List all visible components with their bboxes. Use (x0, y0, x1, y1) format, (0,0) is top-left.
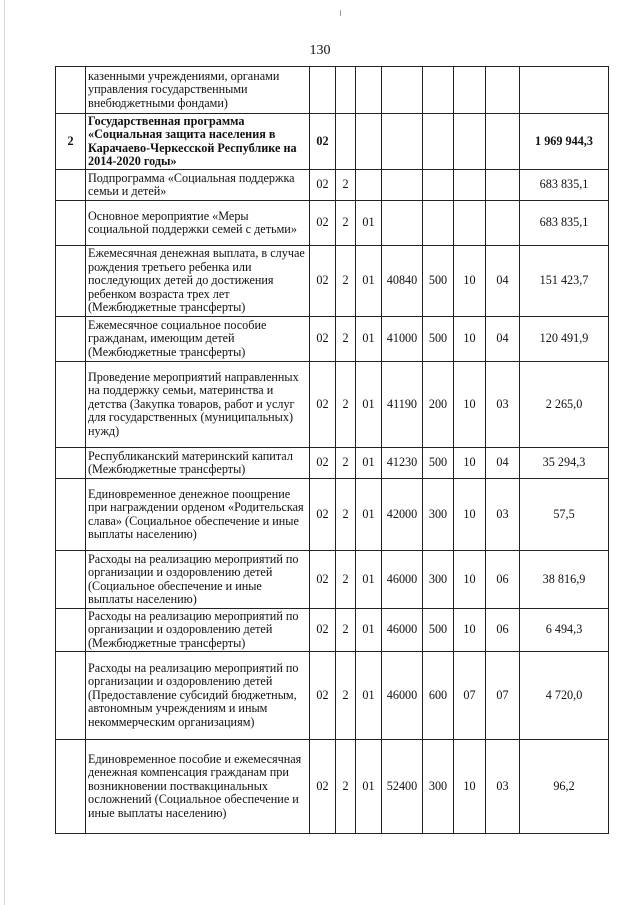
amount: 683 835,1 (520, 201, 609, 246)
amount: 35 294,3 (520, 448, 609, 479)
budget-table (55, 66, 609, 834)
subsection-code: 06 (486, 551, 520, 609)
amount: 120 491,9 (520, 317, 609, 362)
expense-type-code (423, 201, 454, 246)
expense-type-code: 500 (423, 317, 454, 362)
main-event-code (356, 170, 382, 201)
main-event-code (356, 114, 382, 170)
program-code: 02 (310, 362, 336, 448)
table-row (56, 740, 609, 834)
page-number: 130 (309, 43, 331, 58)
section-code: 10 (454, 362, 486, 448)
subprogram-code: 2 (336, 609, 356, 652)
row-name: Ежемесячное социальное пособие гражданам, имеющим детей (Межбюджетные трансферты) (86, 317, 310, 362)
table-row (56, 479, 609, 551)
row-number (56, 246, 86, 317)
section-code: 10 (454, 609, 486, 652)
subprogram-code: 2 (336, 170, 356, 201)
row-name: Государственная программа «Социальная защита населения в Карачаево-Черкесской Республике на 2014-2020 годы» (86, 114, 310, 170)
program-code (310, 67, 336, 114)
section-code (454, 170, 486, 201)
amount: 96,2 (520, 740, 609, 834)
section-code: 10 (454, 317, 486, 362)
subsection-code: 03 (486, 362, 520, 448)
amount: 2 265,0 (520, 362, 609, 448)
subprogram-code: 2 (336, 652, 356, 740)
main-event-code: 01 (356, 362, 382, 448)
row-number (56, 652, 86, 740)
expense-type-code: 500 (423, 609, 454, 652)
row-number (56, 551, 86, 609)
expense-type-code: 500 (423, 448, 454, 479)
table-row (56, 246, 609, 317)
row-name: Расходы на реализацию мероприятий по организации и оздоровлению детей (Социальное обеспечение и иные выплаты населению) (86, 551, 310, 609)
table-row (56, 448, 609, 479)
row-number (56, 448, 86, 479)
expense-type-code (423, 114, 454, 170)
subprogram-code (336, 67, 356, 114)
main-event-code: 01 (356, 201, 382, 246)
main-event-code: 01 (356, 246, 382, 317)
table-row (56, 114, 609, 170)
row-name: казенными учреждениями, органами управления государственными внебюджетными фондами) (86, 67, 310, 114)
section-code (454, 67, 486, 114)
main-event-code: 01 (356, 551, 382, 609)
row-number (56, 317, 86, 362)
direction-code: 40840 (382, 246, 423, 317)
table-row (56, 551, 609, 609)
row-number: 2 (56, 114, 86, 170)
direction-code (382, 170, 423, 201)
row-name: Единовременное денежное поощрение при награждении орденом «Родительская слава» (Социальное обеспечение и иные выплаты населению) (86, 479, 310, 551)
direction-code (382, 67, 423, 114)
scan-edge-line (4, 0, 5, 905)
program-code: 02 (310, 740, 336, 834)
expense-type-code: 200 (423, 362, 454, 448)
subprogram-code (336, 114, 356, 170)
expense-type-code: 600 (423, 652, 454, 740)
program-code: 02 (310, 652, 336, 740)
program-code: 02 (310, 246, 336, 317)
expense-type-code: 300 (423, 740, 454, 834)
row-name: Ежемесячная денежная выплата, в случае рождения третьего ребенка или последующих детей до достижения ребенком возраста трех лет (Межбюджетные трансферты) (86, 246, 310, 317)
row-name: Расходы на реализацию мероприятий по организации и оздоровлению детей (Предоставление субсидий бюджетным, автономным учреждениям и иным некоммерческим организациям) (86, 652, 310, 740)
subsection-code (486, 67, 520, 114)
row-number (56, 201, 86, 246)
program-code: 02 (310, 479, 336, 551)
subsection-code: 03 (486, 740, 520, 834)
subsection-code: 04 (486, 317, 520, 362)
direction-code (382, 201, 423, 246)
scan-dash-mark (340, 10, 341, 16)
main-event-code: 01 (356, 609, 382, 652)
row-number (56, 67, 86, 114)
subsection-code (486, 201, 520, 246)
row-number (56, 479, 86, 551)
direction-code (382, 114, 423, 170)
direction-code: 52400 (382, 740, 423, 834)
row-name: Единовременное пособие и ежемесячная денежная компенсация гражданам при возникновении поствакцинальных осложнений (Социальное обеспечение и иные выплаты населению) (86, 740, 310, 834)
table-row (56, 170, 609, 201)
main-event-code: 01 (356, 652, 382, 740)
row-number (56, 362, 86, 448)
expense-type-code: 300 (423, 479, 454, 551)
main-event-code: 01 (356, 740, 382, 834)
direction-code: 46000 (382, 609, 423, 652)
section-code (454, 201, 486, 246)
subsection-code: 04 (486, 448, 520, 479)
direction-code: 46000 (382, 551, 423, 609)
row-name: Расходы на реализацию мероприятий по организации и оздоровлению детей (Межбюджетные трансферты) (86, 609, 310, 652)
subsection-code: 04 (486, 246, 520, 317)
table-row (56, 201, 609, 246)
main-event-code: 01 (356, 448, 382, 479)
expense-type-code: 500 (423, 246, 454, 317)
subprogram-code: 2 (336, 448, 356, 479)
row-name: Основное мероприятие «Меры социальной поддержки семей с детьми» (86, 201, 310, 246)
subsection-code: 06 (486, 609, 520, 652)
row-number (56, 740, 86, 834)
subprogram-code: 2 (336, 362, 356, 448)
table-row (56, 609, 609, 652)
table-row (56, 652, 609, 740)
section-code: 10 (454, 740, 486, 834)
subsection-code: 07 (486, 652, 520, 740)
section-code: 07 (454, 652, 486, 740)
program-code: 02 (310, 551, 336, 609)
section-code (454, 114, 486, 170)
amount: 4 720,0 (520, 652, 609, 740)
row-name: Проведение мероприятий направленных на поддержку семьи, материнства и детства (Закупка товаров, работ и услуг для государственных (муниципальных) нужд) (86, 362, 310, 448)
subprogram-code: 2 (336, 479, 356, 551)
section-code: 10 (454, 448, 486, 479)
program-code: 02 (310, 448, 336, 479)
amount: 6 494,3 (520, 609, 609, 652)
section-code: 10 (454, 551, 486, 609)
subprogram-code: 2 (336, 317, 356, 362)
direction-code: 46000 (382, 652, 423, 740)
subprogram-code: 2 (336, 246, 356, 317)
main-event-code: 01 (356, 317, 382, 362)
expense-type-code: 300 (423, 551, 454, 609)
table-row (56, 362, 609, 448)
amount: 151 423,7 (520, 246, 609, 317)
amount: 1 969 944,3 (520, 114, 609, 170)
section-code: 10 (454, 479, 486, 551)
table-row (56, 67, 609, 114)
row-name: Республиканский материнский капитал (Межбюджетные трансферты) (86, 448, 310, 479)
amount: 38 816,9 (520, 551, 609, 609)
main-event-code (356, 67, 382, 114)
amount (520, 67, 609, 114)
program-code: 02 (310, 170, 336, 201)
row-name: Подпрограмма «Социальная поддержка семьи и детей» (86, 170, 310, 201)
row-number (56, 170, 86, 201)
program-code: 02 (310, 114, 336, 170)
subsection-code (486, 114, 520, 170)
program-code: 02 (310, 609, 336, 652)
subprogram-code: 2 (336, 201, 356, 246)
direction-code: 42000 (382, 479, 423, 551)
amount: 57,5 (520, 479, 609, 551)
table-row (56, 317, 609, 362)
amount: 683 835,1 (520, 170, 609, 201)
subprogram-code: 2 (336, 551, 356, 609)
direction-code: 41190 (382, 362, 423, 448)
section-code: 10 (454, 246, 486, 317)
expense-type-code (423, 67, 454, 114)
main-event-code: 01 (356, 479, 382, 551)
row-number (56, 609, 86, 652)
subprogram-code: 2 (336, 740, 356, 834)
direction-code: 41230 (382, 448, 423, 479)
expense-type-code (423, 170, 454, 201)
program-code: 02 (310, 317, 336, 362)
subsection-code (486, 170, 520, 201)
program-code: 02 (310, 201, 336, 246)
direction-code: 41000 (382, 317, 423, 362)
subsection-code: 03 (486, 479, 520, 551)
